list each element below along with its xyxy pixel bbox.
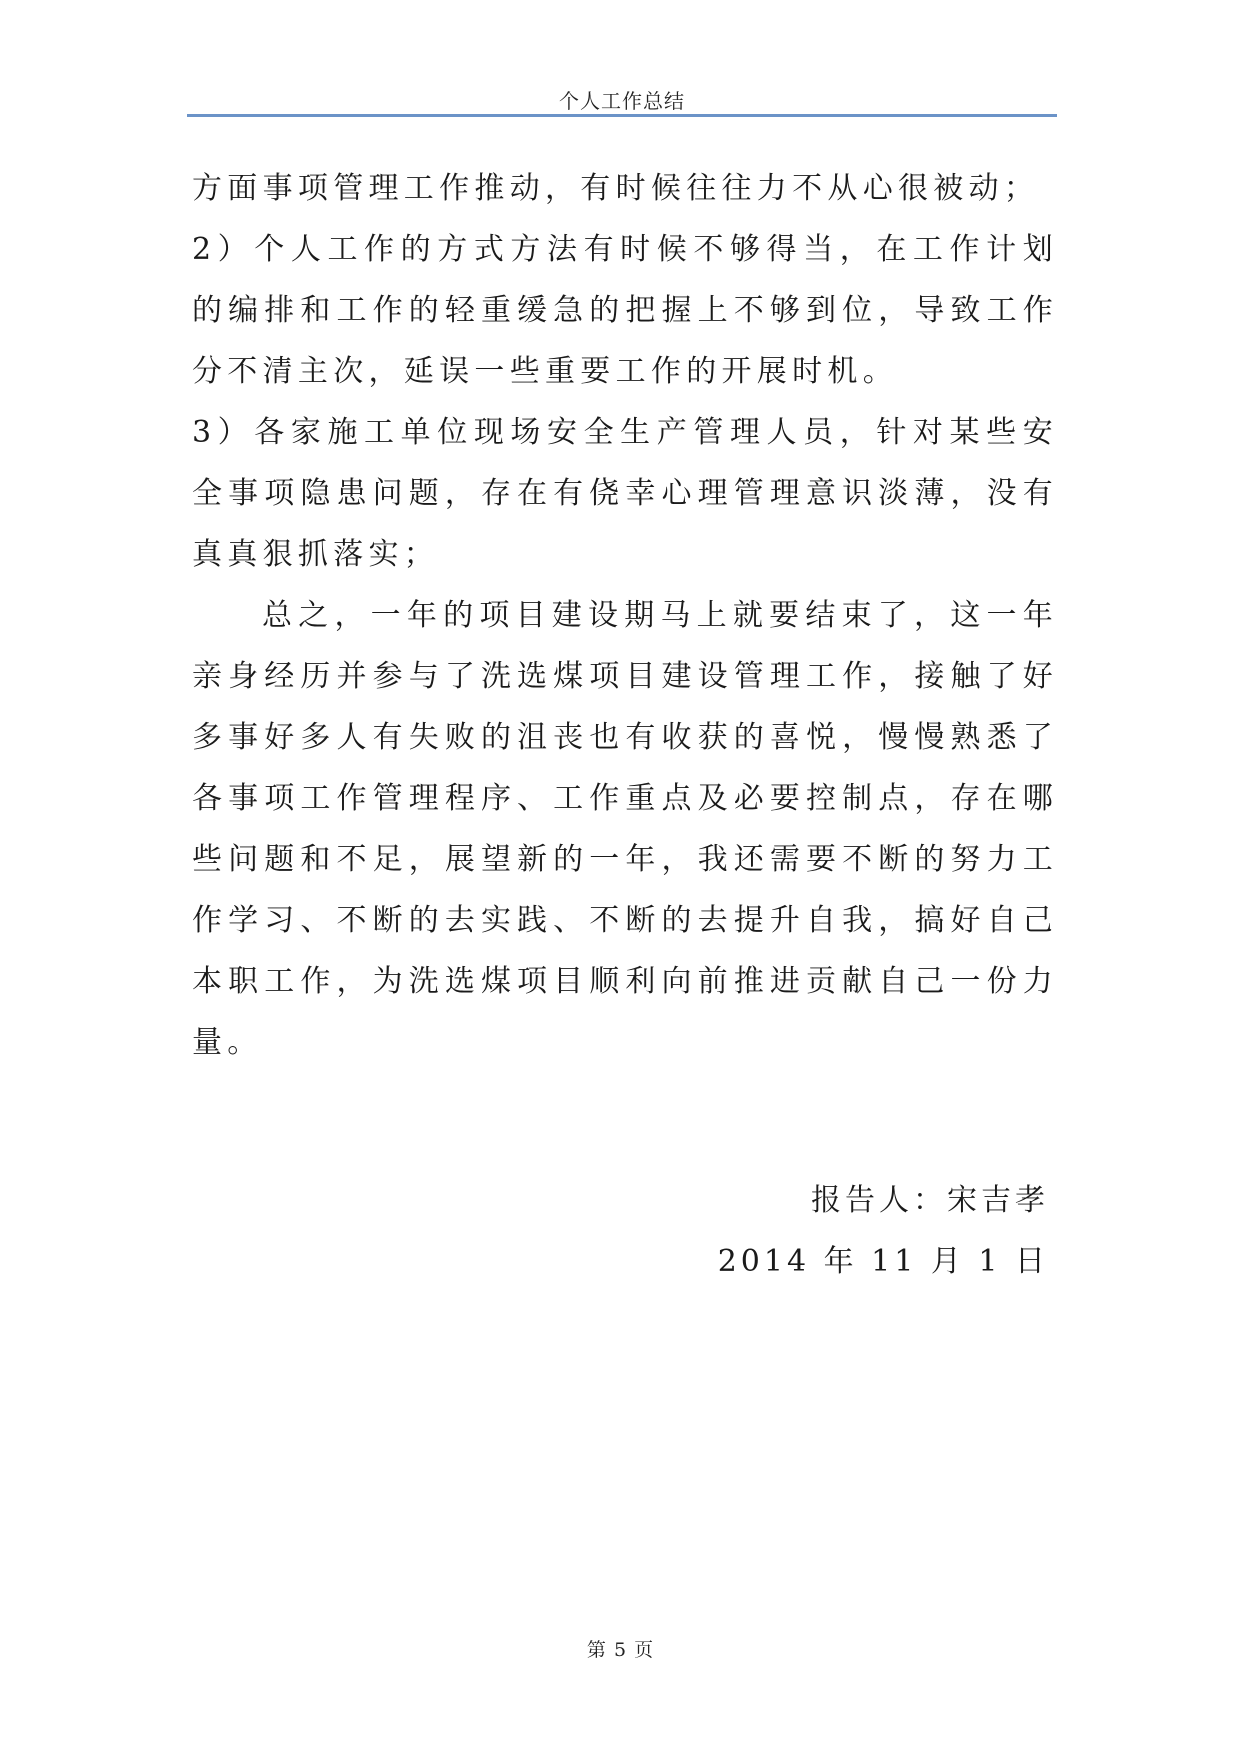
paragraph-conclusion: 总之，一年的项目建设期马上就要结束了，这一年亲身经历并参与了洗选煤项目建设管理工作，接触了好多事好多人有失败的沮丧也有收获的喜悦，慢慢熟悉了各事项工作管理程序、工作重点及必要控制点，存在哪些问题和不足，展望新的一年，我还需要不断的努力工作学习、不断的去实践、不断的去提升自我，搞好自己本职工作，为洗选煤项目顺利向前推进贡献自己一份力量。: [192, 598, 1058, 1060]
paragraph-item-3: 3）各家施工单位现场安全生产管理人员，针对某些安全事项隐患问题，存在有侥幸心理管理意识淡薄，没有真真狠抓落实；: [192, 415, 1058, 572]
header-divider: [187, 114, 1057, 117]
paragraph-continuation: 方面事项管理工作推动，有时候往往力不从心很被动；: [192, 171, 1040, 206]
document-body: [192, 158, 1058, 1073]
paragraph-item-2: 2）个人工作的方式方法有时候不够得当，在工作计划的编排和工作的轻重缓急的把握上不够到位，导致工作分不清主次，延误一些重要工作的开展时机。: [192, 232, 1058, 389]
signature-block: [718, 1170, 1049, 1292]
reporter-name: 报告人：宋吉孝: [811, 1183, 1049, 1218]
page-header: [187, 88, 1057, 118]
header-title: 个人工作总结: [559, 89, 685, 113]
page-number: 第 5 页: [586, 1639, 655, 1661]
report-date: 2014 年 11 月 1 日: [717, 1244, 1049, 1279]
